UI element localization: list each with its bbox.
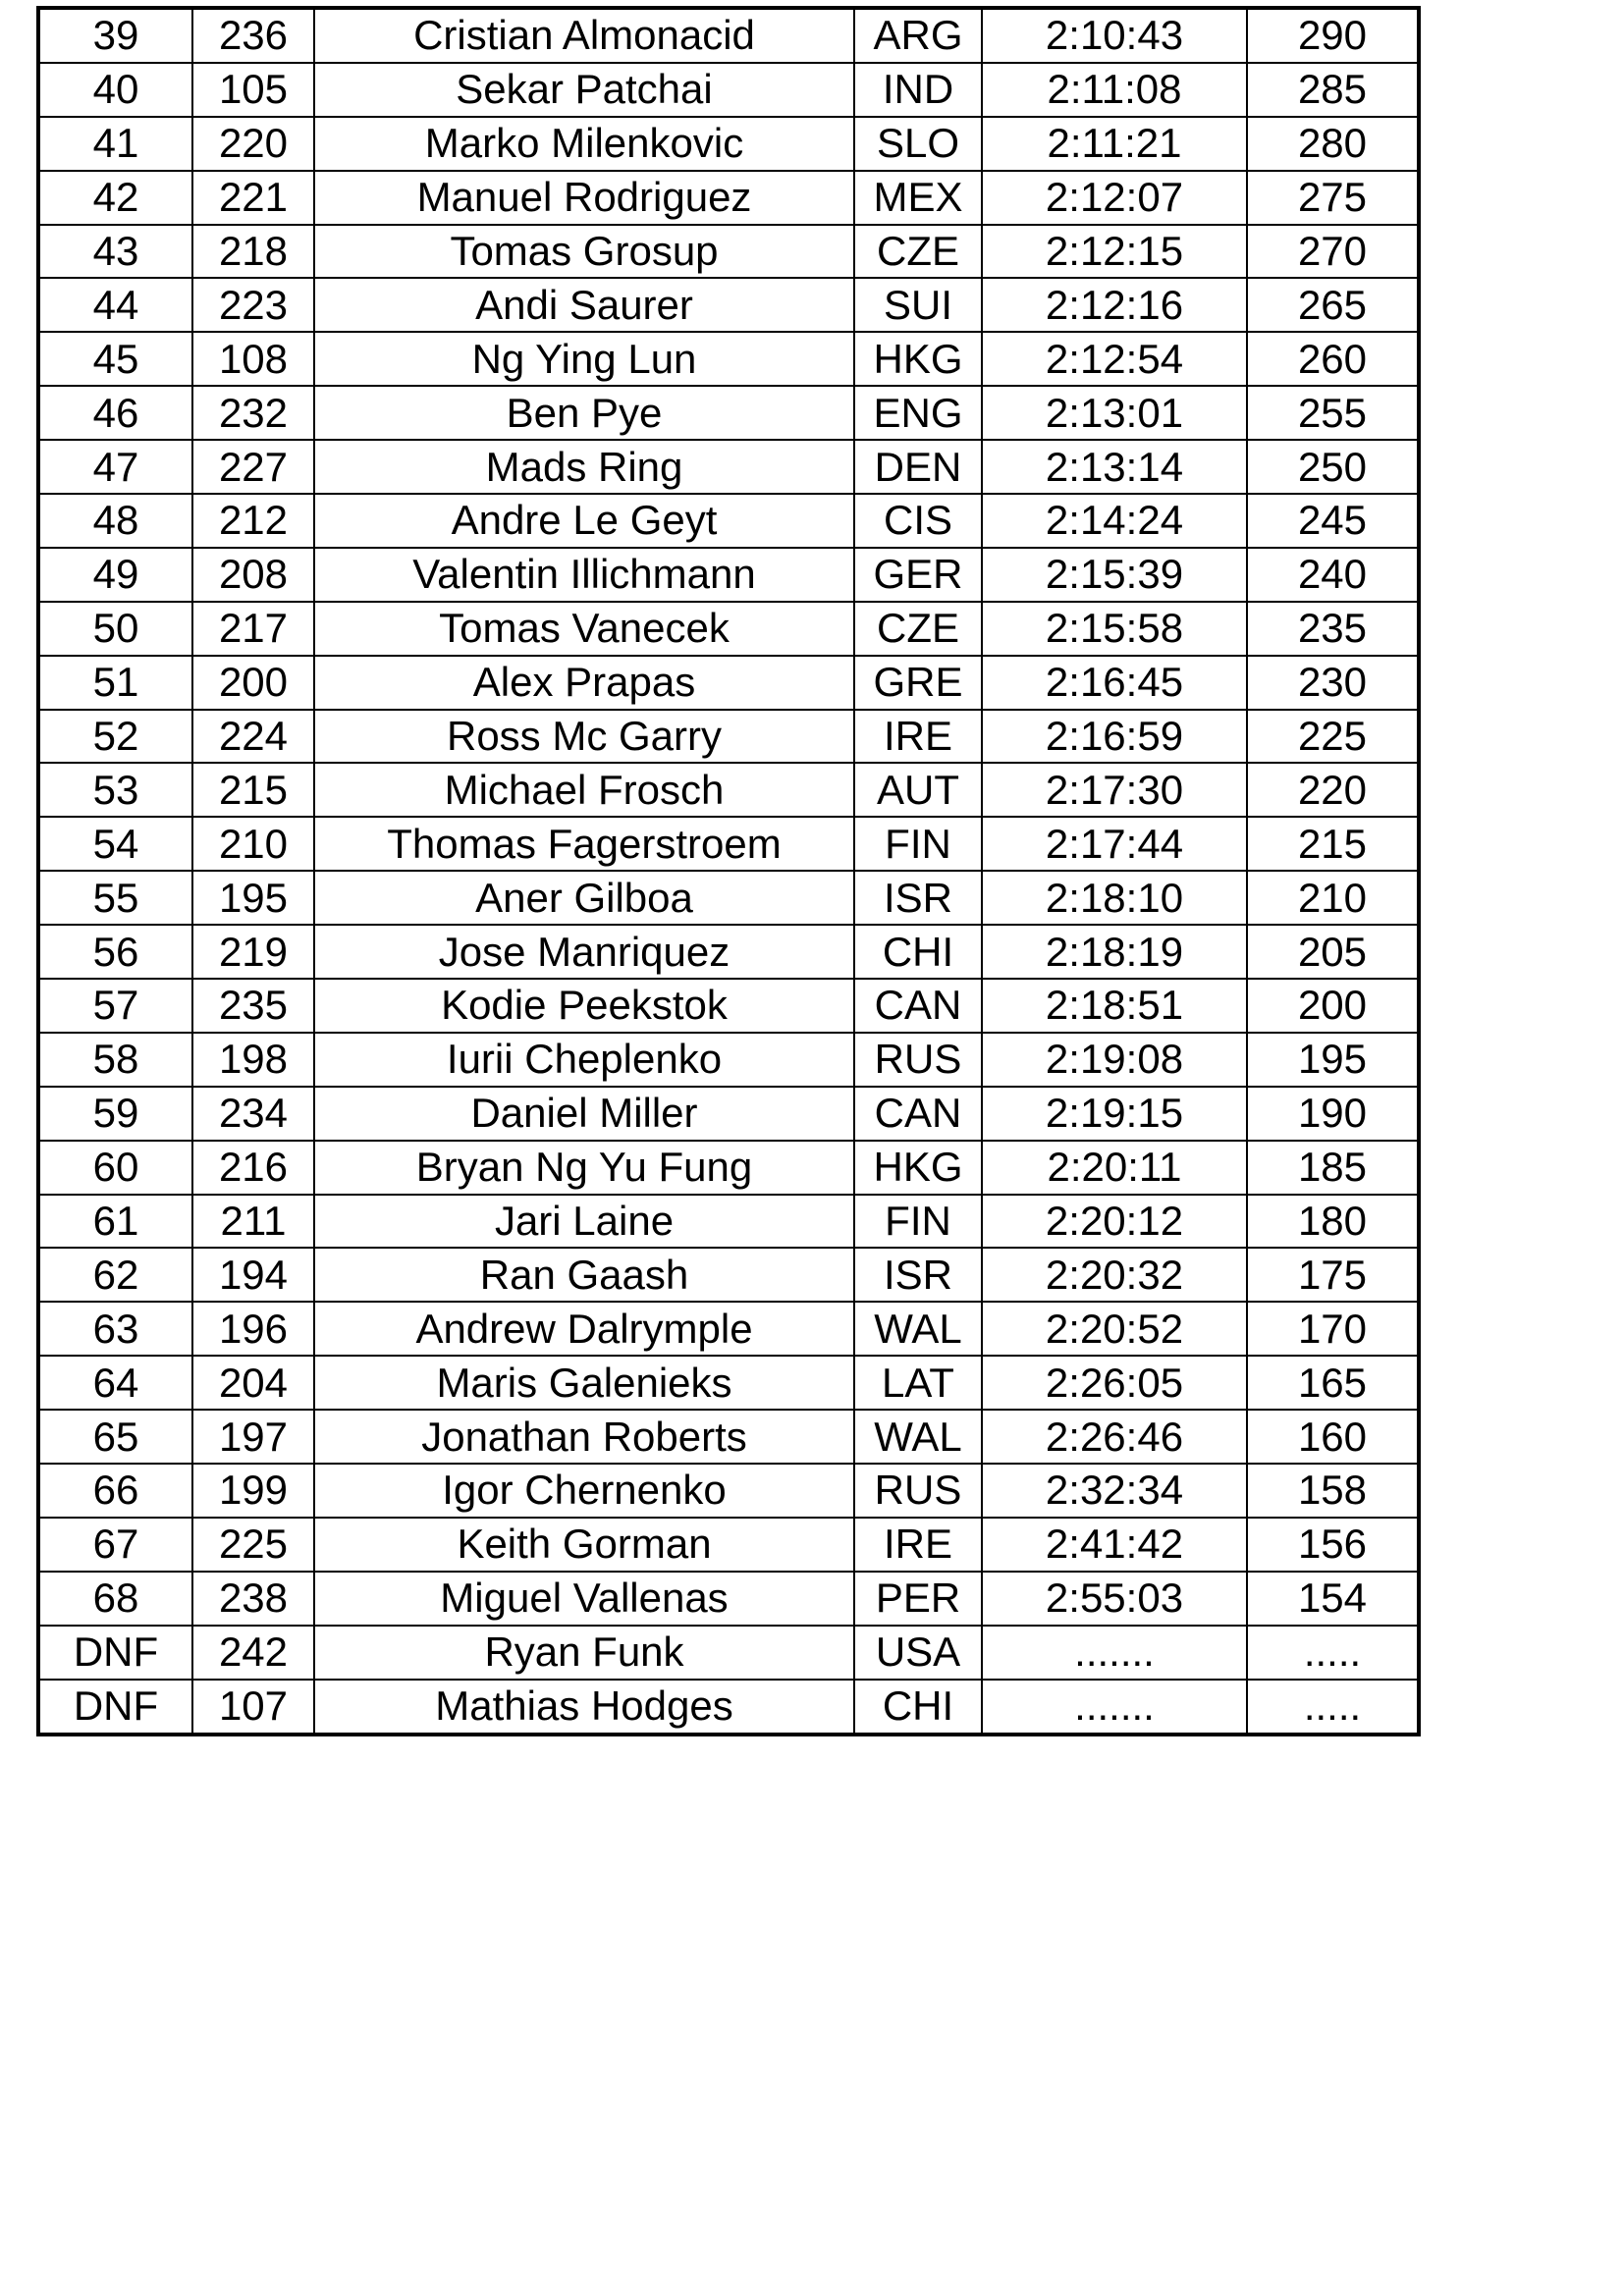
bib-cell: 234 (192, 1087, 314, 1141)
nation-cell: CAN (854, 979, 982, 1033)
place-cell: 64 (38, 1356, 192, 1410)
points-cell: 154 (1247, 1572, 1419, 1626)
table-row (38, 763, 1419, 817)
nation-cell: CZE (854, 602, 982, 656)
table-row (38, 602, 1419, 656)
nation-cell: HKG (854, 332, 982, 386)
athlete-name-cell: Aner Gilboa (314, 871, 854, 925)
finish-time-cell: 2:20:32 (982, 1248, 1247, 1302)
athlete-name-cell: Ross Mc Garry (314, 710, 854, 764)
points-cell: 225 (1247, 710, 1419, 764)
points-cell: 285 (1247, 63, 1419, 117)
table-row (38, 1626, 1419, 1680)
bib-cell: 194 (192, 1248, 314, 1302)
place-cell: 53 (38, 763, 192, 817)
place-cell: 51 (38, 656, 192, 710)
place-cell: 42 (38, 171, 192, 225)
table-row (38, 1248, 1419, 1302)
bib-cell: 224 (192, 710, 314, 764)
points-cell: 275 (1247, 171, 1419, 225)
table-row (38, 1464, 1419, 1518)
bib-cell: 199 (192, 1464, 314, 1518)
bib-cell: 219 (192, 925, 314, 979)
bib-cell: 216 (192, 1141, 314, 1195)
table-row (38, 63, 1419, 117)
nation-cell: CAN (854, 1087, 982, 1141)
finish-time-cell: 2:12:15 (982, 225, 1247, 279)
athlete-name-cell: Iurii Cheplenko (314, 1033, 854, 1087)
place-cell: 63 (38, 1302, 192, 1356)
points-cell: 160 (1247, 1410, 1419, 1464)
athlete-name-cell: Andrew Dalrymple (314, 1302, 854, 1356)
nation-cell: FIN (854, 817, 982, 871)
finish-time-cell: 2:12:07 (982, 171, 1247, 225)
place-cell: 65 (38, 1410, 192, 1464)
points-cell: 156 (1247, 1518, 1419, 1572)
nation-cell: WAL (854, 1410, 982, 1464)
place-cell: 56 (38, 925, 192, 979)
athlete-name-cell: Marko Milenkovic (314, 117, 854, 171)
nation-cell: WAL (854, 1302, 982, 1356)
place-cell: 40 (38, 63, 192, 117)
table-row (38, 1141, 1419, 1195)
finish-time-cell: 2:10:43 (982, 8, 1247, 63)
points-cell: 215 (1247, 817, 1419, 871)
points-cell: 255 (1247, 386, 1419, 440)
place-cell: 46 (38, 386, 192, 440)
nation-cell: GER (854, 548, 982, 602)
finish-time-cell: 2:14:24 (982, 494, 1247, 548)
bib-cell: 211 (192, 1195, 314, 1249)
table-row (38, 1302, 1419, 1356)
points-cell: 220 (1247, 763, 1419, 817)
finish-time-cell: 2:11:21 (982, 117, 1247, 171)
place-cell: 66 (38, 1464, 192, 1518)
nation-cell: ARG (854, 8, 982, 63)
nation-cell: RUS (854, 1464, 982, 1518)
place-cell: 61 (38, 1195, 192, 1249)
nation-cell: USA (854, 1626, 982, 1680)
finish-time-cell: ....... (982, 1626, 1247, 1680)
points-cell: 165 (1247, 1356, 1419, 1410)
bib-cell: 195 (192, 871, 314, 925)
finish-time-cell: 2:19:08 (982, 1033, 1247, 1087)
bib-cell: 217 (192, 602, 314, 656)
place-cell: 47 (38, 440, 192, 494)
points-cell: 270 (1247, 225, 1419, 279)
finish-time-cell: 2:18:51 (982, 979, 1247, 1033)
points-cell: 190 (1247, 1087, 1419, 1141)
finish-time-cell: 2:20:12 (982, 1195, 1247, 1249)
table-row (38, 1680, 1419, 1735)
athlete-name-cell: Igor Chernenko (314, 1464, 854, 1518)
table-row (38, 656, 1419, 710)
place-cell: DNF (38, 1626, 192, 1680)
nation-cell: SUI (854, 278, 982, 332)
athlete-name-cell: Andi Saurer (314, 278, 854, 332)
finish-time-cell: 2:17:44 (982, 817, 1247, 871)
nation-cell: FIN (854, 1195, 982, 1249)
nation-cell: SLO (854, 117, 982, 171)
place-cell: DNF (38, 1680, 192, 1735)
table-row (38, 332, 1419, 386)
place-cell: 41 (38, 117, 192, 171)
nation-cell: IRE (854, 1518, 982, 1572)
place-cell: 60 (38, 1141, 192, 1195)
athlete-name-cell: Ryan Funk (314, 1626, 854, 1680)
points-cell: 265 (1247, 278, 1419, 332)
points-cell: ..... (1247, 1626, 1419, 1680)
points-cell: 290 (1247, 8, 1419, 63)
finish-time-cell: ....... (982, 1680, 1247, 1735)
table-row (38, 925, 1419, 979)
nation-cell: ISR (854, 871, 982, 925)
place-cell: 48 (38, 494, 192, 548)
athlete-name-cell: Ng Ying Lun (314, 332, 854, 386)
finish-time-cell: 2:16:59 (982, 710, 1247, 764)
athlete-name-cell: Cristian Almonacid (314, 8, 854, 63)
points-cell: 158 (1247, 1464, 1419, 1518)
athlete-name-cell: Bryan Ng Yu Fung (314, 1141, 854, 1195)
points-cell: 280 (1247, 117, 1419, 171)
finish-time-cell: 2:18:10 (982, 871, 1247, 925)
place-cell: 49 (38, 548, 192, 602)
points-cell: 260 (1247, 332, 1419, 386)
points-cell: 205 (1247, 925, 1419, 979)
place-cell: 68 (38, 1572, 192, 1626)
athlete-name-cell: Daniel Miller (314, 1087, 854, 1141)
bib-cell: 220 (192, 117, 314, 171)
table-row (38, 494, 1419, 548)
finish-time-cell: 2:17:30 (982, 763, 1247, 817)
table-row (38, 225, 1419, 279)
table-row (38, 871, 1419, 925)
points-cell: 195 (1247, 1033, 1419, 1087)
points-cell: 230 (1247, 656, 1419, 710)
bib-cell: 107 (192, 1680, 314, 1735)
bib-cell: 227 (192, 440, 314, 494)
place-cell: 45 (38, 332, 192, 386)
nation-cell: ENG (854, 386, 982, 440)
finish-time-cell: 2:11:08 (982, 63, 1247, 117)
bib-cell: 238 (192, 1572, 314, 1626)
points-cell: 185 (1247, 1141, 1419, 1195)
athlete-name-cell: Miguel Vallenas (314, 1572, 854, 1626)
table-row (38, 1087, 1419, 1141)
table-row (38, 979, 1419, 1033)
athlete-name-cell: Maris Galenieks (314, 1356, 854, 1410)
table-row (38, 440, 1419, 494)
bib-cell: 210 (192, 817, 314, 871)
finish-time-cell: 2:13:01 (982, 386, 1247, 440)
athlete-name-cell: Valentin Illichmann (314, 548, 854, 602)
place-cell: 50 (38, 602, 192, 656)
place-cell: 67 (38, 1518, 192, 1572)
bib-cell: 105 (192, 63, 314, 117)
bib-cell: 236 (192, 8, 314, 63)
bib-cell: 232 (192, 386, 314, 440)
athlete-name-cell: Thomas Fagerstroem (314, 817, 854, 871)
table-row (38, 1410, 1419, 1464)
nation-cell: AUT (854, 763, 982, 817)
finish-time-cell: 2:20:52 (982, 1302, 1247, 1356)
finish-time-cell: 2:20:11 (982, 1141, 1247, 1195)
nation-cell: CHI (854, 1680, 982, 1735)
athlete-name-cell: Ben Pye (314, 386, 854, 440)
athlete-name-cell: Jose Manriquez (314, 925, 854, 979)
nation-cell: IRE (854, 710, 982, 764)
nation-cell: CIS (854, 494, 982, 548)
athlete-name-cell: Kodie Peekstok (314, 979, 854, 1033)
place-cell: 52 (38, 710, 192, 764)
bib-cell: 225 (192, 1518, 314, 1572)
athlete-name-cell: Mathias Hodges (314, 1680, 854, 1735)
athlete-name-cell: Jari Laine (314, 1195, 854, 1249)
nation-cell: RUS (854, 1033, 982, 1087)
bib-cell: 197 (192, 1410, 314, 1464)
finish-time-cell: 2:26:05 (982, 1356, 1247, 1410)
nation-cell: IND (854, 63, 982, 117)
athlete-name-cell: Keith Gorman (314, 1518, 854, 1572)
table-row (38, 548, 1419, 602)
finish-time-cell: 2:32:34 (982, 1464, 1247, 1518)
athlete-name-cell: Sekar Patchai (314, 63, 854, 117)
table-row (38, 8, 1419, 63)
points-cell: 210 (1247, 871, 1419, 925)
table-row (38, 710, 1419, 764)
bib-cell: 204 (192, 1356, 314, 1410)
nation-cell: LAT (854, 1356, 982, 1410)
table-row (38, 1518, 1419, 1572)
points-cell: 250 (1247, 440, 1419, 494)
nation-cell: DEN (854, 440, 982, 494)
table-row (38, 117, 1419, 171)
bib-cell: 212 (192, 494, 314, 548)
athlete-name-cell: Ran Gaash (314, 1248, 854, 1302)
finish-time-cell: 2:15:58 (982, 602, 1247, 656)
athlete-name-cell: Tomas Vanecek (314, 602, 854, 656)
nation-cell: MEX (854, 171, 982, 225)
finish-time-cell: 2:16:45 (982, 656, 1247, 710)
place-cell: 62 (38, 1248, 192, 1302)
bib-cell: 200 (192, 656, 314, 710)
bib-cell: 196 (192, 1302, 314, 1356)
place-cell: 54 (38, 817, 192, 871)
bib-cell: 221 (192, 171, 314, 225)
finish-time-cell: 2:41:42 (982, 1518, 1247, 1572)
finish-time-cell: 2:12:54 (982, 332, 1247, 386)
table-row (38, 278, 1419, 332)
table-row (38, 171, 1419, 225)
nation-cell: ISR (854, 1248, 982, 1302)
points-cell: 175 (1247, 1248, 1419, 1302)
bib-cell: 108 (192, 332, 314, 386)
points-cell: 180 (1247, 1195, 1419, 1249)
athlete-name-cell: Jonathan Roberts (314, 1410, 854, 1464)
athlete-name-cell: Manuel Rodriguez (314, 171, 854, 225)
place-cell: 43 (38, 225, 192, 279)
nation-cell: CHI (854, 925, 982, 979)
nation-cell: GRE (854, 656, 982, 710)
points-cell: ..... (1247, 1680, 1419, 1735)
place-cell: 59 (38, 1087, 192, 1141)
nation-cell: CZE (854, 225, 982, 279)
finish-time-cell: 2:55:03 (982, 1572, 1247, 1626)
finish-time-cell: 2:12:16 (982, 278, 1247, 332)
results-table (36, 6, 1421, 1736)
place-cell: 44 (38, 278, 192, 332)
nation-cell: PER (854, 1572, 982, 1626)
athlete-name-cell: Michael Frosch (314, 763, 854, 817)
bib-cell: 215 (192, 763, 314, 817)
athlete-name-cell: Andre Le Geyt (314, 494, 854, 548)
table-row (38, 1356, 1419, 1410)
bib-cell: 235 (192, 979, 314, 1033)
bib-cell: 198 (192, 1033, 314, 1087)
table-row (38, 1033, 1419, 1087)
bib-cell: 242 (192, 1626, 314, 1680)
points-cell: 200 (1247, 979, 1419, 1033)
nation-cell: HKG (854, 1141, 982, 1195)
points-cell: 235 (1247, 602, 1419, 656)
finish-time-cell: 2:13:14 (982, 440, 1247, 494)
place-cell: 58 (38, 1033, 192, 1087)
points-cell: 170 (1247, 1302, 1419, 1356)
athlete-name-cell: Tomas Grosup (314, 225, 854, 279)
bib-cell: 208 (192, 548, 314, 602)
table-row (38, 1195, 1419, 1249)
finish-time-cell: 2:19:15 (982, 1087, 1247, 1141)
place-cell: 57 (38, 979, 192, 1033)
place-cell: 55 (38, 871, 192, 925)
athlete-name-cell: Mads Ring (314, 440, 854, 494)
place-cell: 39 (38, 8, 192, 63)
points-cell: 245 (1247, 494, 1419, 548)
finish-time-cell: 2:15:39 (982, 548, 1247, 602)
bib-cell: 218 (192, 225, 314, 279)
table-row (38, 817, 1419, 871)
athlete-name-cell: Alex Prapas (314, 656, 854, 710)
table-row (38, 386, 1419, 440)
finish-time-cell: 2:26:46 (982, 1410, 1247, 1464)
finish-time-cell: 2:18:19 (982, 925, 1247, 979)
bib-cell: 223 (192, 278, 314, 332)
points-cell: 240 (1247, 548, 1419, 602)
table-row (38, 1572, 1419, 1626)
results-body (38, 8, 1419, 1735)
